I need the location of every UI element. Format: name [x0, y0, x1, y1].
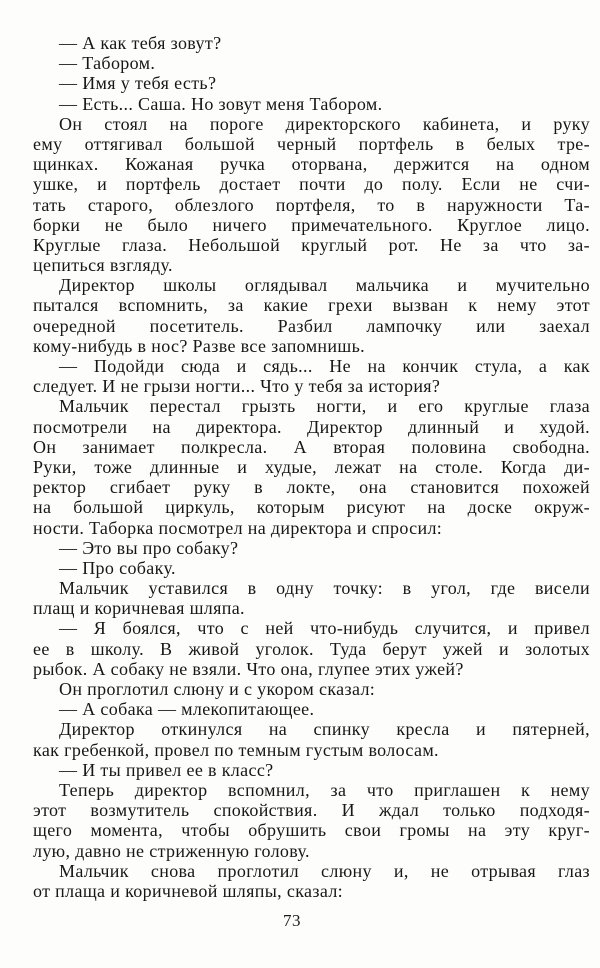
text-line: лую, давно не стриженную голову.: [33, 840, 310, 861]
text-line: Круглые глаза. Небольшой круглый рот. Не за что за-: [33, 234, 590, 255]
text-line: цепиться взгляду.: [33, 255, 173, 276]
text-line: ности. Таборка посмотрел на директора и спросил:: [33, 517, 443, 538]
text-line: Руки, тоже длинные и худые, лежат на столе. Когда ди-: [33, 456, 590, 477]
text-line: — Я боялся, что с ней что-нибудь случится, и привел: [59, 618, 590, 639]
text-line: — Про собаку.: [59, 557, 176, 578]
text-line: рыбок. А собаку не взяли. Что она, глупее этих ужей?: [33, 658, 464, 679]
text-line: Директор откинулся на спинку кресла и пятерней,: [59, 719, 590, 740]
text-line: ее в школу. В живой уголок. Туда берут ужей и золотых: [33, 638, 590, 659]
text-line: Теперь директор вспомнил, за что приглашен к нему: [59, 779, 590, 800]
text-line: — Это вы про собаку?: [59, 537, 239, 558]
text-line: — Подойди сюда и сядь... Не на кончик стула, а как: [59, 356, 590, 376]
text-line: ректор сгибает руку в локте, она становится похожей: [33, 477, 590, 498]
text-line: Он проглотил слюну и с укором сказал:: [59, 679, 376, 699]
text-line: этот возмутитель спокойствия. И ждал только подходя-: [33, 800, 590, 821]
text-line: — Есть... Саша. Но зовут меня Табором.: [59, 93, 383, 114]
text-line: Он занимает полкресла. А вторая половина свободна.: [33, 436, 590, 457]
page-number: 73: [283, 911, 301, 930]
text-block: [33, 33, 590, 901]
text-line: щинках. Кожаная ручка оторвана, держится на одном: [33, 154, 590, 175]
text-line: — Имя у тебя есть?: [59, 73, 217, 94]
text-line: Мальчик перестал грызть ногти, и его круглые глаза: [59, 396, 590, 417]
text-line: — И ты привел ее в класс?: [59, 759, 274, 780]
text-line: ушке, и портфель достает почти до полу. Если не счи-: [33, 174, 590, 195]
text-line: посмотрели на директора. Директор длинный и худой.: [33, 416, 590, 437]
text-line: очередной посетитель. Разбил лампочку или заехал: [33, 315, 590, 336]
text-line: — А собака — млекопитающее.: [59, 699, 315, 720]
text-line: борки не было ничего примечательного. Круглое лицо.: [33, 214, 590, 235]
text-line: ему оттягивал большой черный портфель в белых тре-: [33, 133, 590, 154]
text-line: Мальчик снова проглотил слюну и, не отрывая глаз: [59, 860, 590, 881]
text-line: кому-нибудь в нос? Разве все запомнишь.: [33, 335, 366, 356]
text-line: тать старого, облезлого портфеля, то в наружности Та-: [33, 194, 590, 215]
text-line: Мальчик уставился в одну точку: в угол, где висели: [59, 578, 590, 599]
text-line: от плаща и коричневой шляпы, сказал:: [33, 880, 344, 901]
text-line: на большой циркуль, которым рисуют на доске окруж-: [33, 497, 590, 518]
text-line: Директор школы оглядывал мальчика и мучительно: [59, 275, 590, 296]
text-line: — Табором.: [59, 53, 156, 74]
text-line: следует. И не грызи ногти... Что у тебя за история?: [33, 376, 441, 397]
text-line: щего момента, чтобы обрушить свои громы на эту круг-: [33, 820, 590, 841]
text-line: пытался вспомнить, за какие грехи вызван к нему этот: [33, 295, 590, 316]
text-line: плащ и коричневая шляпа.: [33, 598, 245, 619]
text-line: как гребенкой, провел по темным густым волосам.: [33, 739, 439, 760]
text-line: Он стоял на пороге директорского кабинета, и руку: [59, 113, 590, 134]
text-line: — А как тебя зовут?: [59, 33, 222, 53]
